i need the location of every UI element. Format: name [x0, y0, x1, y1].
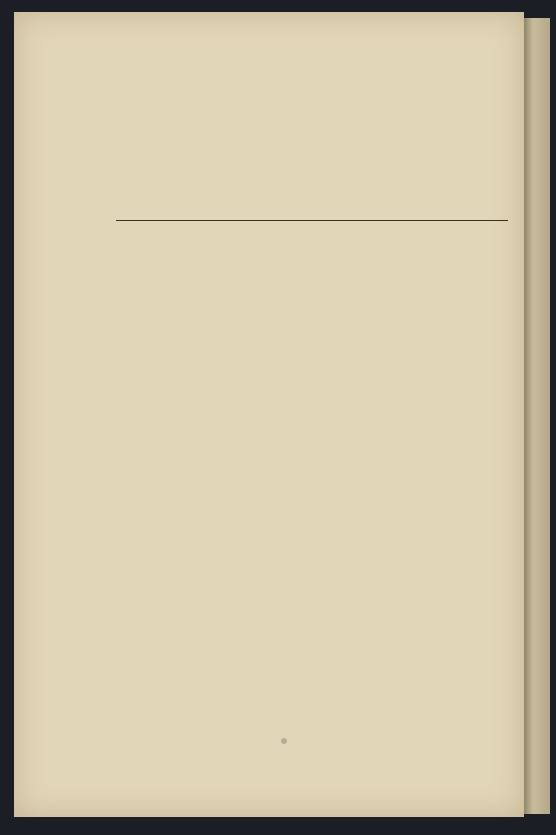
section-rule — [116, 220, 508, 221]
ink-spot — [281, 738, 287, 744]
adjacent-page-edge — [524, 18, 550, 814]
book-page — [14, 12, 524, 817]
page-header — [14, 82, 524, 112]
